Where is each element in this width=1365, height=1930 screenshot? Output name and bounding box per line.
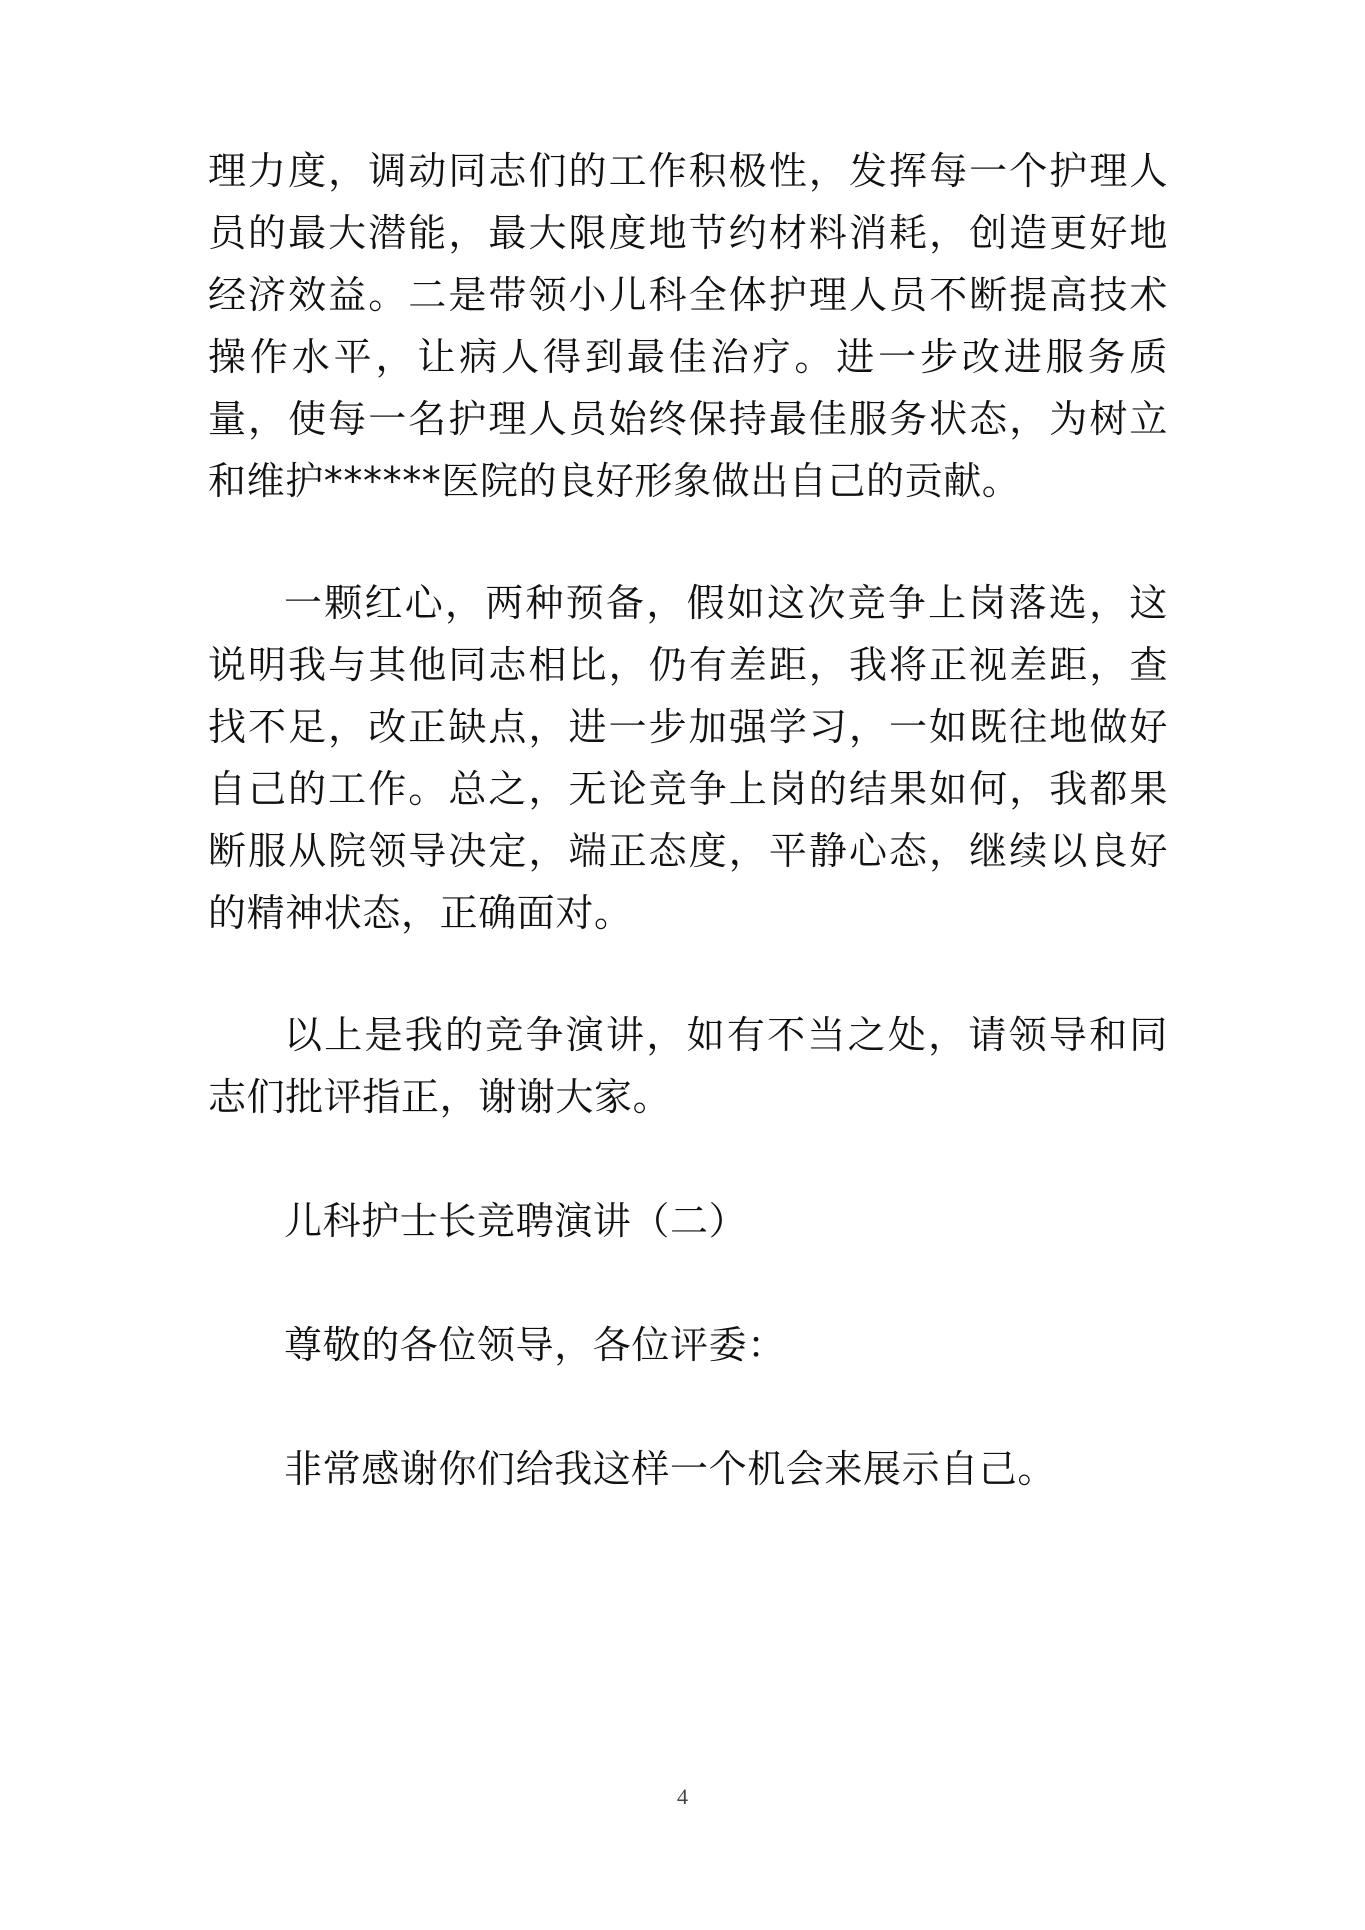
paragraph-contingency: 一颗红心，两种预备，假如这次竞争上岗落选，这说明我与其他同志相比，仍有差距，我将正视差距，查找不足，改正缺点，进一步加强学习，一如既往地做好自己的工作。总之，无论竞争上岗的结果如何，我都果断服从院领导决定，端正态度，平静心态，继续以良好的精神状态，正确面对。 (208, 581, 1168, 935)
document-body (208, 140, 1168, 1500)
page-number: 4 (677, 1784, 688, 1809)
paragraph-opening: 非常感谢你们给我这样一个机会来展示自己。 (284, 1447, 1057, 1491)
paragraph-continuation: 理力度，调动同志们的工作积极性，发挥每一个护理人员的最大潜能，最大限度地节约材料消耗，创造更好地经济效益。二是带领小儿科全体护理人员不断提高技术操作水平，让病人得到最佳治疗。进一步改进服务质量，使每一名护理人员始终保持最佳服务状态，为树立和维护******医院的良好形象做出自己的贡献。 (208, 149, 1168, 503)
salutation: 尊敬的各位领导，各位评委： (284, 1323, 786, 1367)
paragraph-closing: 以上是我的竞争演讲，如有不当之处，请领导和同志们批评指正，谢谢大家。 (208, 1013, 1168, 1119)
section-heading: 儿科护士长竞聘演讲（二） (284, 1199, 748, 1243)
